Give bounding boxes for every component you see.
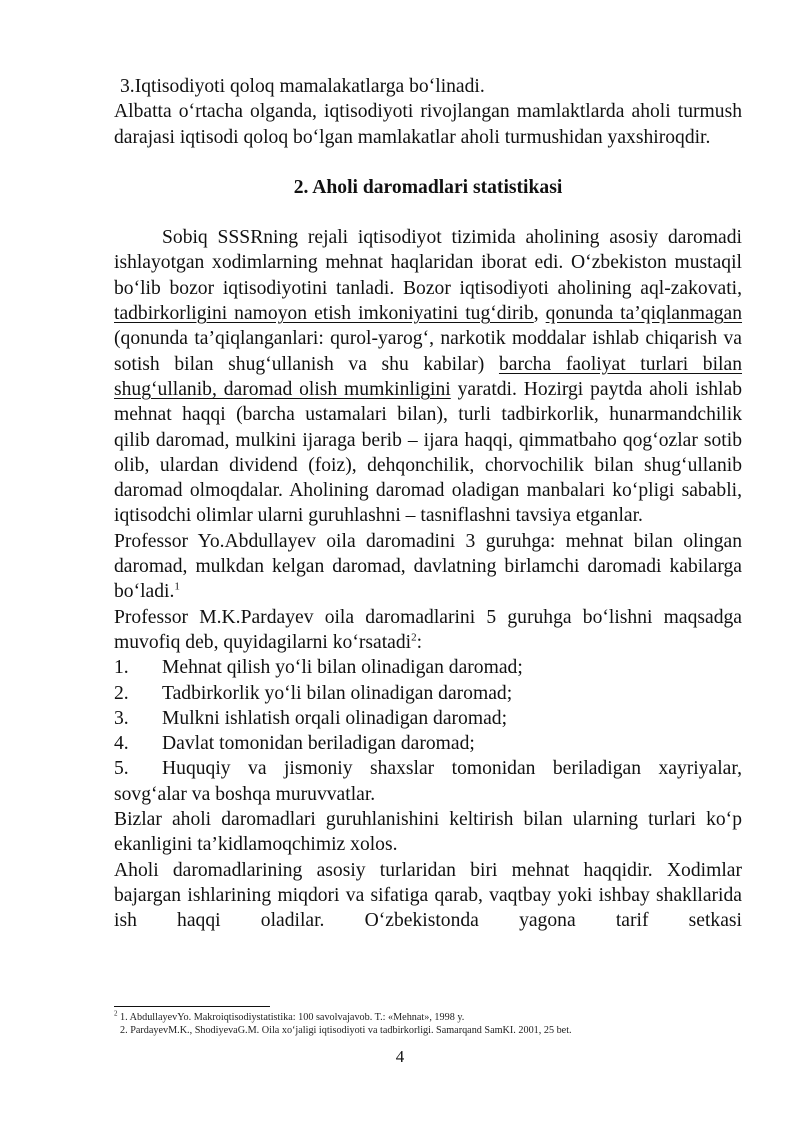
list-number: 5. [114,758,129,780]
section-heading: 2. Aholi daromadlari statistikasi [293,176,563,198]
footnote-ref[interactable]: 2 [411,631,417,644]
underlined-phrase: tadbirkorligini namoyon etish imkoniyatini tug‘dirib [114,303,534,325]
list-number: 3. [114,707,129,729]
list-text: Tadbirkorlik yo‘li bilan olinadigan daromad; [162,682,513,704]
text-run: , [533,303,546,325]
paragraph-bizlar: Bizlar aholi daromadlari guruhlanishini keltirish bilan ularning turlari ko‘p ekanligini ta’kidlamoqchimiz xolos. [114,809,742,856]
body-text [114,74,742,934]
paragraph-abdullayev [114,529,742,605]
list-number: 1. [114,657,129,679]
list-text: Mehnat qilish yo‘li bilan olinadigan daromad; [162,657,523,679]
footnote-text: 1. AbdullayevYo. Makroiqtisodiystatistika: 100 savolvajavob. T.: «Mehnat», 1998 y. [117,1012,465,1023]
list-item [114,731,742,756]
footnote-2: 2. PardayevM.K., ShodiyevaG.M. Oila xo‘jaligi iqtisodiyoti va tadbirkorligi. Samarqand SamKI. 2001, 25 bet. [120,1025,572,1036]
list-text: Mulkni ishlatish orqali olinadigan daromad; [162,707,508,729]
list-text: Davlat tomonidan beriladigan daromad; [162,733,475,755]
list-item [114,681,742,706]
footnote-mark: 2 [114,1009,118,1018]
footnote-separator [114,1006,270,1007]
page-number: 4 [395,1047,405,1066]
text-run: Professor Yo.Abdullayev oila daromadini 3 guruhga: mehnat bilan olingan daromad, mulkdan kelgan daromad, davlatning birlamchi daromadi kabilarga bo‘ladi. [114,530,742,603]
list-item [114,706,742,731]
paragraph-pardayev [114,605,742,656]
list-item [114,655,742,680]
list-text: Huquqiy va jismoniy shaxslar tomonidan beriladigan xayriyalar, sovg‘alar va boshqa muruvvatlar. [114,758,742,805]
list-number: 4. [114,733,129,755]
paragraph-aholi: Aholi daromadlarining asosiy turlaridan biri mehnat haqqidir. Xodimlar bajargan ishlarining miqdori va sifatiga qarab, vaqtbay yoki ishbay shakllarida ish haqqi oladilar. O‘zbekistonda yagona tarif setkasi [114,859,742,932]
list-item [114,756,742,807]
text-run: Sobiq SSSRning rejali iqtisodiyot tizimida aholining asosiy daromadi ishlayotgan xodimlarning mehnat haqlaridan iborat edi. O‘zbekiston mustaqil bo‘lib bozor iqtisodiyotini tanladi. Bozor iqtisodiyoti aholining aql-zakovati, [114,227,742,299]
underlined-phrase: barcha faoliyat turlari bilan shug‘ullanib, daromad olish mumkinligini [114,353,742,400]
text-run: Professor M.K.Pardayev oila daromadlarini 5 guruhga bo‘lishni maqsadga muvofiq deb, quyidagilarni ko‘rsatadi [114,606,742,653]
text-run: (qonunda ta’qiqlanganlari: qurol-yarog‘, narkotik moddalar ishlab chiqarish va sotish bilan shug‘ullanish va shu kabilar) [114,328,742,375]
underlined-phrase: qonunda ta’qiqlanmagan [545,303,743,325]
footnote-1 [114,1011,754,1024]
paragraph-albatta: Albatta o‘rtacha olganda, iqtisodiyoti rivojlangan mamlaktlarda aholi turmush darajasi iqtisodi qoloq bo‘lgan mamlakatlar aholi turmushidan yaxshiroqdir. [114,101,742,148]
footnote-ref[interactable]: 1 [174,580,180,593]
text-run: yaratdi. Hozirgi paytda aholi ishlab mehnat haqqi (barcha ustamalari bilan), turli tadbirkorlik, hunarmandchilik qilib daromad, mulkini ijaraga berib – ijara haqqi, qimmatbaho qog‘ozlar sotib olib, ulardan dividend (foiz), dehqonchilik, chorvochilik bilan shug‘ullanib daromad olmoqdalar. Aholining daromad oladigan manbalari ko‘pligi sababli, iqtisodchi olimlar ularni guruhlashni – tasniflashni tavsiya etganlar. [114,378,742,527]
paragraph-sobiq [114,225,742,529]
text-run: : [416,631,423,653]
list-number: 2. [114,682,129,704]
footnotes [114,1011,754,1037]
intro-line: 3.Iqtisodiyoti qoloq mamalakatlarga bo‘linadi. [120,76,485,97]
